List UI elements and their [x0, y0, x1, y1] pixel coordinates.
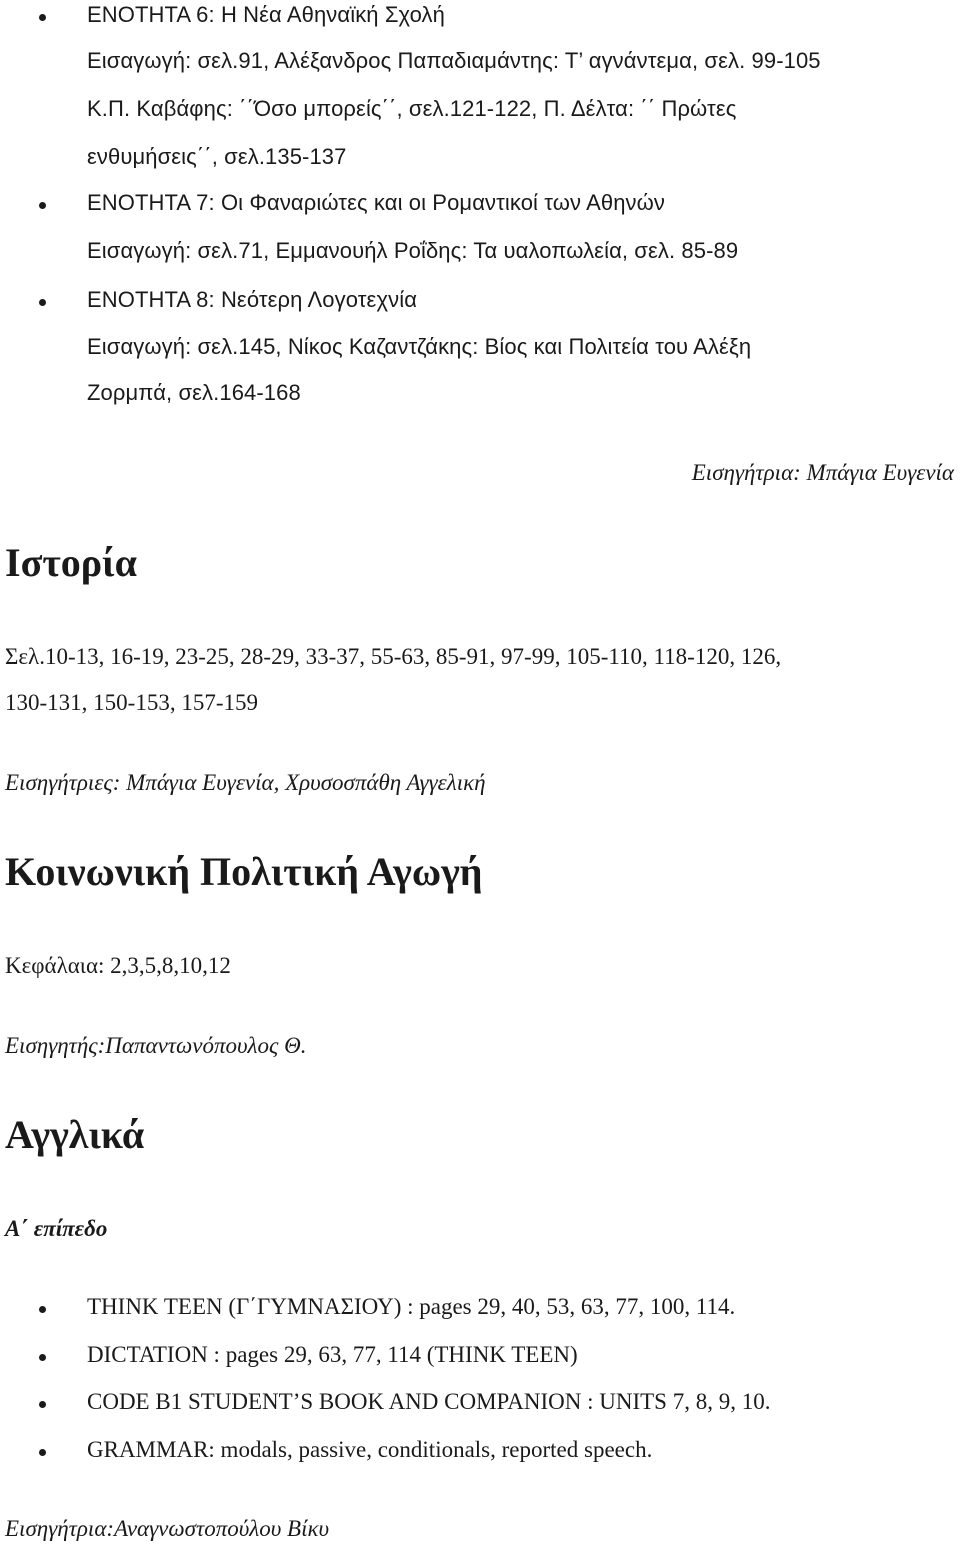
- civics-instructor: Εισηγητής:Παπαντωνόπουλος Θ.: [5, 1033, 307, 1058]
- bullet-icon: [39, 202, 46, 209]
- english-heading: Αγγλικά: [5, 1112, 145, 1157]
- unit-8-title: ΕΝΟΤΗΤΑ 8: Νεότερη Λογοτεχνία: [87, 287, 418, 312]
- bullet-icon: [39, 1449, 46, 1456]
- literature-instructor: Εισηγήτρια: Μπάγια Ευγενία: [691, 460, 954, 485]
- english-level: Α΄ επίπεδο: [5, 1216, 108, 1241]
- civics-chapters: Κεφάλαια: 2,3,5,8,10,12: [5, 953, 231, 978]
- unit-7-line-1: Εισαγωγή: σελ.71, Εμμανουήλ Ροΐδης: Τα υαλοπωλεία, σελ. 85-89: [87, 238, 739, 263]
- unit-6-line-3: ενθυμήσεις΄΄, σελ.135-137: [87, 144, 347, 169]
- unit-8-line-2: Ζορμπά, σελ.164-168: [87, 380, 301, 405]
- unit-6-line-1: Εισαγωγή: σελ.91, Αλέξανδρος Παπαδιαμάντης: Τ’ αγνάντεμα, σελ. 99-105: [87, 48, 821, 73]
- english-instructor: Εισηγήτρια:Αναγνωστοπούλου Βίκυ: [5, 1516, 330, 1541]
- unit-6-line-2: Κ.Π. Καβάφης: ΄΄Όσο μπορείς΄΄, σελ.121-122, Π. Δέλτα: ΄΄ Πρώτες: [87, 96, 737, 121]
- english-item-1: THINK TEEN (Γ΄ΓΥΜΝΑΣΙΟΥ) : pages 29, 40, 53, 63, 77, 100, 114.: [87, 1294, 736, 1319]
- unit-7-title: ΕΝΟΤΗΤΑ 7: Οι Φαναριώτες και οι Ρομαντικοί των Αθηνών: [87, 190, 666, 215]
- bullet-icon: [39, 1354, 46, 1361]
- history-pages-line-2: 130-131, 150-153, 157-159: [5, 690, 258, 715]
- bullet-icon: [39, 1401, 46, 1408]
- history-pages-line-1: Σελ.10-13, 16-19, 23-25, 28-29, 33-37, 55-63, 85-91, 97-99, 105-110, 118-120, 126,: [5, 644, 782, 669]
- bullet-icon: [39, 299, 46, 306]
- english-item-2: DICTATION : pages 29, 63, 77, 114 (THINK TEEN): [87, 1342, 578, 1367]
- bullet-icon: [39, 14, 46, 21]
- english-item-4: GRAMMAR: modals, passive, conditionals, reported speech.: [87, 1437, 653, 1462]
- unit-6-title: ΕΝΟΤΗΤΑ 6: Η Νέα Αθηναϊκή Σχολή: [87, 2, 445, 27]
- bullet-icon: [39, 1306, 46, 1313]
- civics-heading: Κοινωνική Πολιτική Αγωγή: [5, 849, 483, 894]
- history-instructors: Εισηγήτριες: Μπάγια Ευγενία, Χρυσοσπάθη Αγγελική: [5, 770, 486, 795]
- english-item-3: CODE B1 STUDENT’S BOOK AND COMPANION : UNITS 7, 8, 9, 10.: [87, 1389, 771, 1414]
- history-heading: Ιστορία: [5, 540, 137, 585]
- unit-8-line-1: Εισαγωγή: σελ.145, Νίκος Καζαντζάκης: Βίος και Πολιτεία του Αλέξη: [87, 334, 752, 359]
